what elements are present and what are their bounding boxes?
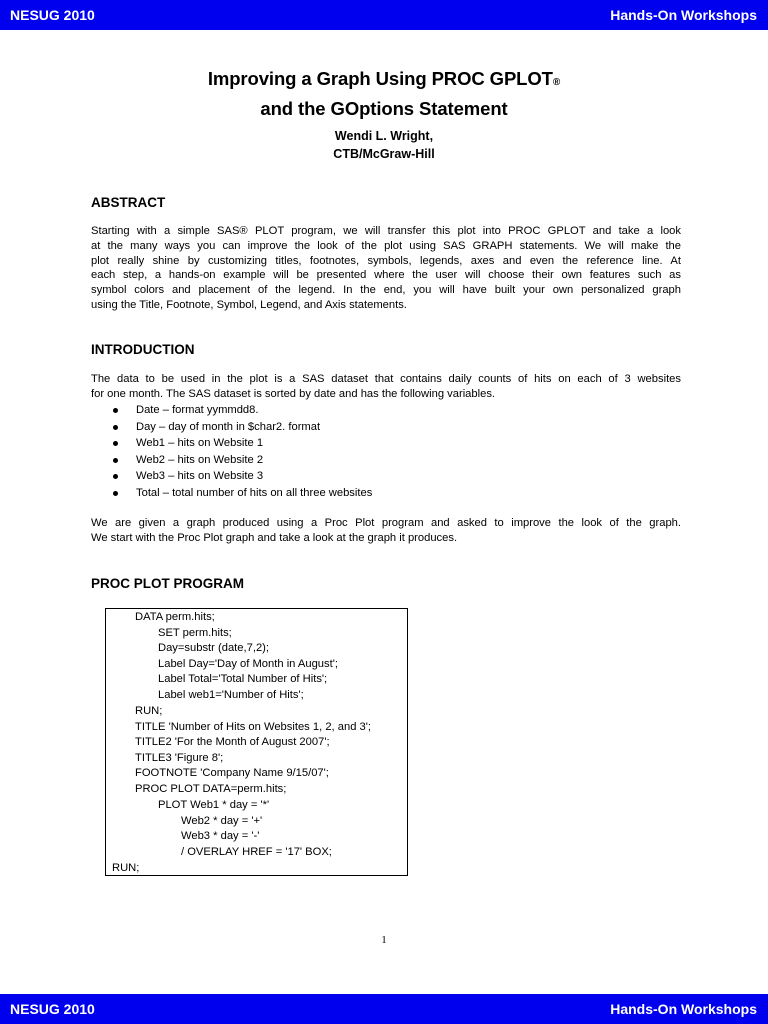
code-line: PLOT Web1 * day = '*' xyxy=(158,799,270,811)
list-item: Date – format yymmdd8. xyxy=(91,402,372,419)
abstract-line: Starting with a simple SAS® PLOT program, we will transfer this plot into PROC GPLOT and take a look xyxy=(91,225,681,237)
code-line: SET perm.hits; xyxy=(158,627,232,639)
abstract-heading: ABSTRACT xyxy=(91,195,166,210)
bullet-icon xyxy=(113,491,118,496)
code-line: Day=substr (date,7,2); xyxy=(158,642,269,654)
abstract-line: using the Title, Footnote, Symbol, Legend, and Axis statements. xyxy=(91,298,407,311)
bullet-icon xyxy=(113,474,118,479)
introduction-line: The data to be used in the plot is a SAS dataset that contains daily counts of hits on each of 3 websites xyxy=(91,373,681,385)
bullet-icon xyxy=(113,425,118,430)
code-line: FOOTNOTE 'Company Name 9/15/07'; xyxy=(135,767,329,779)
code-line: Label Total='Total Number of Hits'; xyxy=(158,673,328,685)
page-number: 1 xyxy=(381,934,387,946)
closing-line: We start with the Proc Plot graph and take a look at the graph it produces. xyxy=(91,531,458,544)
list-item: Web2 – hits on Website 2 xyxy=(91,452,372,469)
paper-title-text: Improving a Graph Using PROC GPLOT xyxy=(207,68,553,89)
list-item: Web3 – hits on Website 3 xyxy=(91,468,372,485)
abstract-line: at the many ways you can improve the look of the plot using SAS GRAPH statements. We will make the xyxy=(91,239,681,252)
registered-mark: ® xyxy=(552,77,561,88)
abstract-line: symbol colors and placement of the legend. In the end, you will have built your own personalized graph xyxy=(91,284,681,297)
abstract-line: plot really shine by customizing titles, footnotes, symbols, legends, axes and even the reference line. At xyxy=(91,254,681,267)
header-conference: NESUG 2010 xyxy=(10,7,95,23)
code-line: TITLE3 'Figure 8'; xyxy=(135,752,224,764)
bullet-icon xyxy=(113,441,118,446)
variable-list xyxy=(91,402,372,501)
bullet-icon xyxy=(113,458,118,463)
introduction-heading: INTRODUCTION xyxy=(91,342,195,357)
code-line: / OVERLAY HREF = '17' BOX; xyxy=(181,846,332,858)
closing-line: We are given a graph produced using a Proc Plot program and asked to improve the look of the graph. xyxy=(91,517,681,529)
code-line: TITLE 'Number of Hits on Websites 1, 2, and 3'; xyxy=(135,721,371,733)
code-line: TITLE2 'For the Month of August 2007'; xyxy=(135,736,330,748)
paper-title-line1 xyxy=(0,68,768,90)
header-bar xyxy=(0,0,768,30)
code-line: RUN; xyxy=(135,705,163,717)
code-line: Web3 * day = '-' xyxy=(181,830,260,842)
list-item: Web1 – hits on Website 1 xyxy=(91,435,372,452)
code-line: DATA perm.hits; xyxy=(135,611,215,623)
abstract-line: each step, a hands-on example will be presented where the user will choose their own features such as xyxy=(91,269,681,282)
author-affiliation: CTB/McGraw-Hill xyxy=(333,147,435,161)
abstract-paragraph xyxy=(91,224,681,313)
footer-bar xyxy=(0,994,768,1024)
introduction-paragraph xyxy=(91,372,681,402)
code-line: PROC PLOT DATA=perm.hits; xyxy=(135,783,287,795)
footer-conference: NESUG 2010 xyxy=(10,1001,95,1017)
code-line: RUN; xyxy=(112,862,140,874)
introduction-closing-paragraph xyxy=(91,516,681,546)
proc-plot-heading: PROC PLOT PROGRAM xyxy=(91,576,245,591)
code-line: Web2 * day = '+' xyxy=(181,815,263,827)
code-line: Label web1='Number of Hits'; xyxy=(158,689,304,701)
introduction-line: for one month. The SAS dataset is sorted by date and has the following variables. xyxy=(91,387,496,400)
code-line: Label Day='Day of Month in August'; xyxy=(158,658,338,670)
author-name: Wendi L. Wright, xyxy=(334,129,434,143)
footer-section: Hands-On Workshops xyxy=(610,1001,757,1017)
header-section: Hands-On Workshops xyxy=(610,7,757,23)
list-item: Day – day of month in $char2. format xyxy=(91,419,372,436)
paper-title-line2: and the GOptions Statement xyxy=(260,98,508,119)
list-item: Total – total number of hits on all three websites xyxy=(91,485,372,502)
bullet-icon xyxy=(113,408,118,413)
